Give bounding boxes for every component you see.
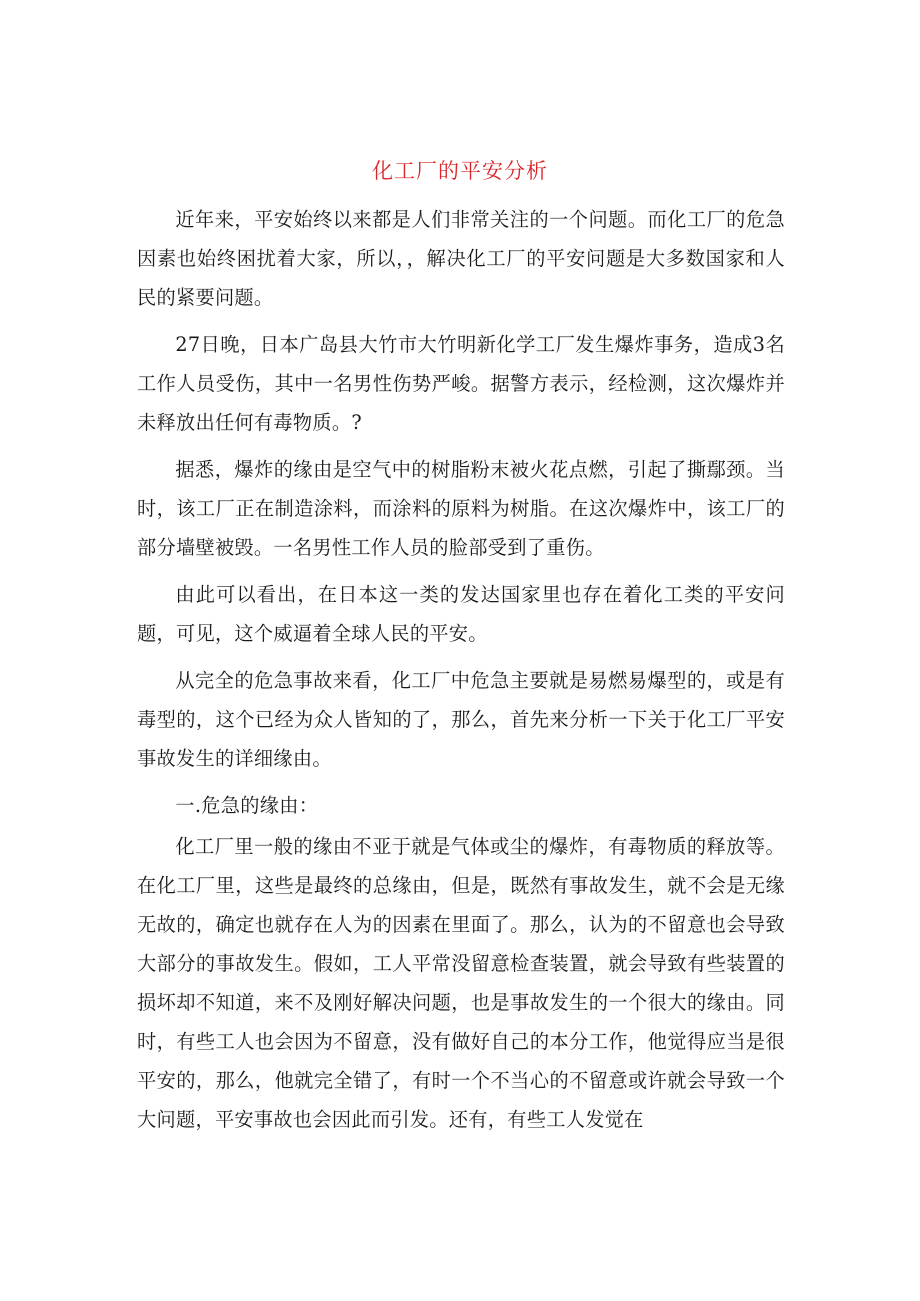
paragraph-causes: 化工厂里一般的缘由不亚于就是气体或尘的爆炸，有毒物质的释放等。在化工厂里，这些是最终的总缘由，但是，既然有事故发生，就不会是无缘无故的，确定也就存在人为的因素在里面了。那么，认为的不留意也会导致大部分的事故发生。假如，工人平常没留意检查装置，就会导致有些装置的损坏却不知道，来不及刚好解决问题，也是事故发生的一个很大的缘由。同时，有些工人也会因为不留意，没有做好自己的本分工作，他觉得应当是很平安的，那么，他就完全错了，有时一个不当心的不留意或许就会导致一个大问题，平安事故也会因此而引发。还有，有些工人发觉在 bbox=[137, 835, 785, 1131]
paragraph-cause-detail: 据悉，爆炸的缘由是空气中的树脂粉末被火花点燃，引起了撕鄢颈。当时，该工厂正在制造涂料，而涂料的原料为树脂。在这次爆炸中，该工厂的部分墙壁被毁。一名男性工作人员的脸部受到了重伤。 bbox=[137, 458, 785, 559]
section-heading: 一.危急的缘由： bbox=[175, 794, 319, 817]
paragraph-analysis-intro: 从完全的危急事故来看，化工厂中危急主要就是易燃易爆型的，或是有毒型的，这个已经为众人皆知的了，那么，首先来分析一下关于化工厂平安事故发生的详细缘由。 bbox=[137, 669, 785, 770]
paragraph-intro: 近年来，平安始终以来都是人们非常关注的一个问题。而化工厂的危急因素也始终困扰着大家，所以，，解决化工厂的平安问题是大多数国家和人民的紧要问题。 bbox=[137, 208, 785, 309]
paragraph-conclusion: 由此可以看出，在日本这一类的发达国家里也存在着化工类的平安问题，可见，这个威逼着全球人民的平安。 bbox=[137, 583, 785, 645]
paragraph-incident: 27日晚，日本广岛县大竹市大竹明新化学工厂发生爆炸事务，造成3名工作人员受伤，其中一名男性伤势严峻。据警方表示，经检测，这次爆炸并未释放出任何有毒物质。? bbox=[137, 333, 785, 434]
document-title: 化工厂的平安分析 bbox=[372, 159, 548, 183]
document-body bbox=[137, 200, 785, 1147]
